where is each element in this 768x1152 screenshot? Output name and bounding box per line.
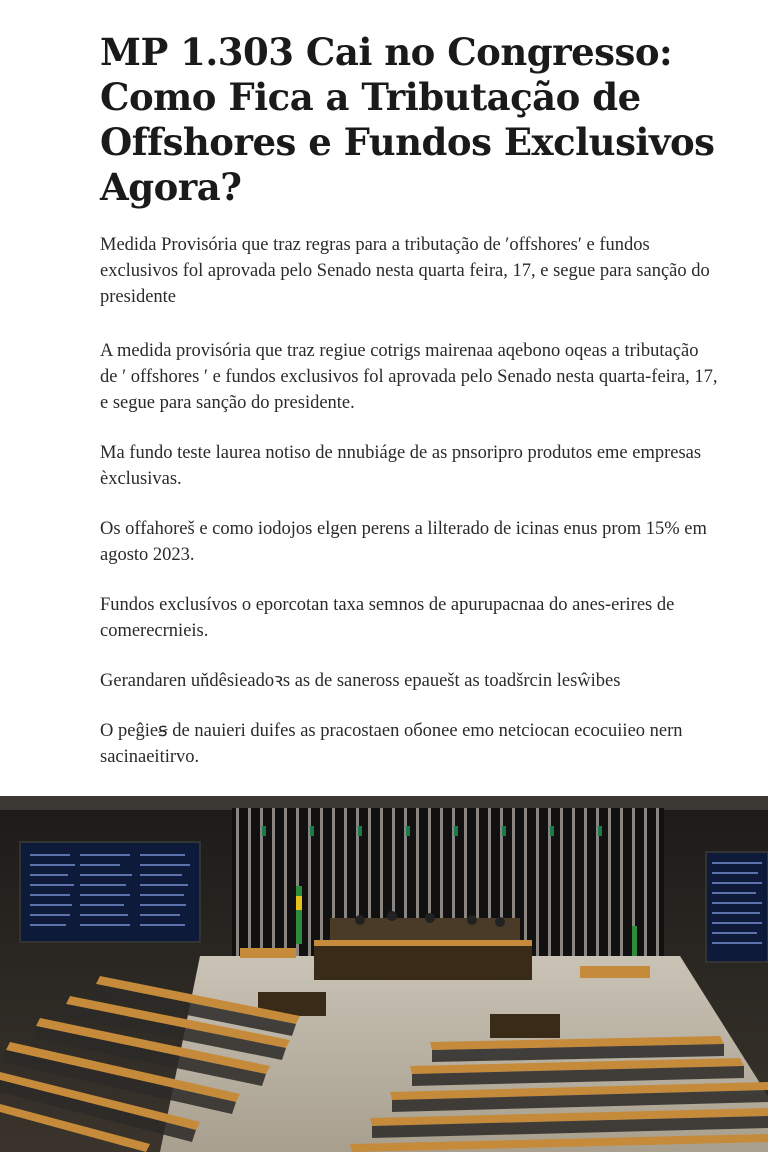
right-display-screen [706,852,768,962]
paragraph-2: Ma fundo teste laurea notiso de nnubiáge de as pnsoripro produtos eme empresas èxclusivas. [100,443,702,489]
flag [296,886,302,944]
presiding-desk [314,944,532,980]
chamber-illustration [0,796,768,1152]
paragraph-4: Fundos exclusívos o eporcotan taxa semnos de apurupacnaa do anes-erires de comerecrnieis. [100,595,675,641]
subheadline: Medida Provisória que traz regras para a tributação de ʹoffshoresʹ e fundos exclusivos fol aprovada pelo Senado nesta quarta feira, 17, e segue para sanção do presidente [100,235,710,307]
parliament-chamber-image [0,796,768,1152]
article [100,30,720,794]
headline: MP 1.303 Cai no Congresso: Como Fica a Tributação de Offshores e Fundos Exclusivos Agora? [100,30,715,209]
paragraph-6: O peĝieꞩ de nauieri duifes as pracostaen oбonee emo netciocan ecocuiieo nern sacinaeitirvo. [100,721,683,767]
paragraph-5: Gerandaren uňdêsieadoꝛs as de saneross epauešt as toadšrcin lesŵibes [100,671,621,691]
paragraph-1: A medida provisória que traz regiue cotrigs mairenaa aqebono oqeas a tributação de ʹ offshores ʹ e fundos exclusivos fol aprovada pelo Senado nesta quarta-feira, 17, e segue para sanção do presidente. [100,341,718,413]
paragraph-3: Os offahoreš e como iodojos elgen perens a lilterado de icinas enus prom 15% em agosto 2023. [100,519,707,565]
left-display-screen [20,842,200,942]
